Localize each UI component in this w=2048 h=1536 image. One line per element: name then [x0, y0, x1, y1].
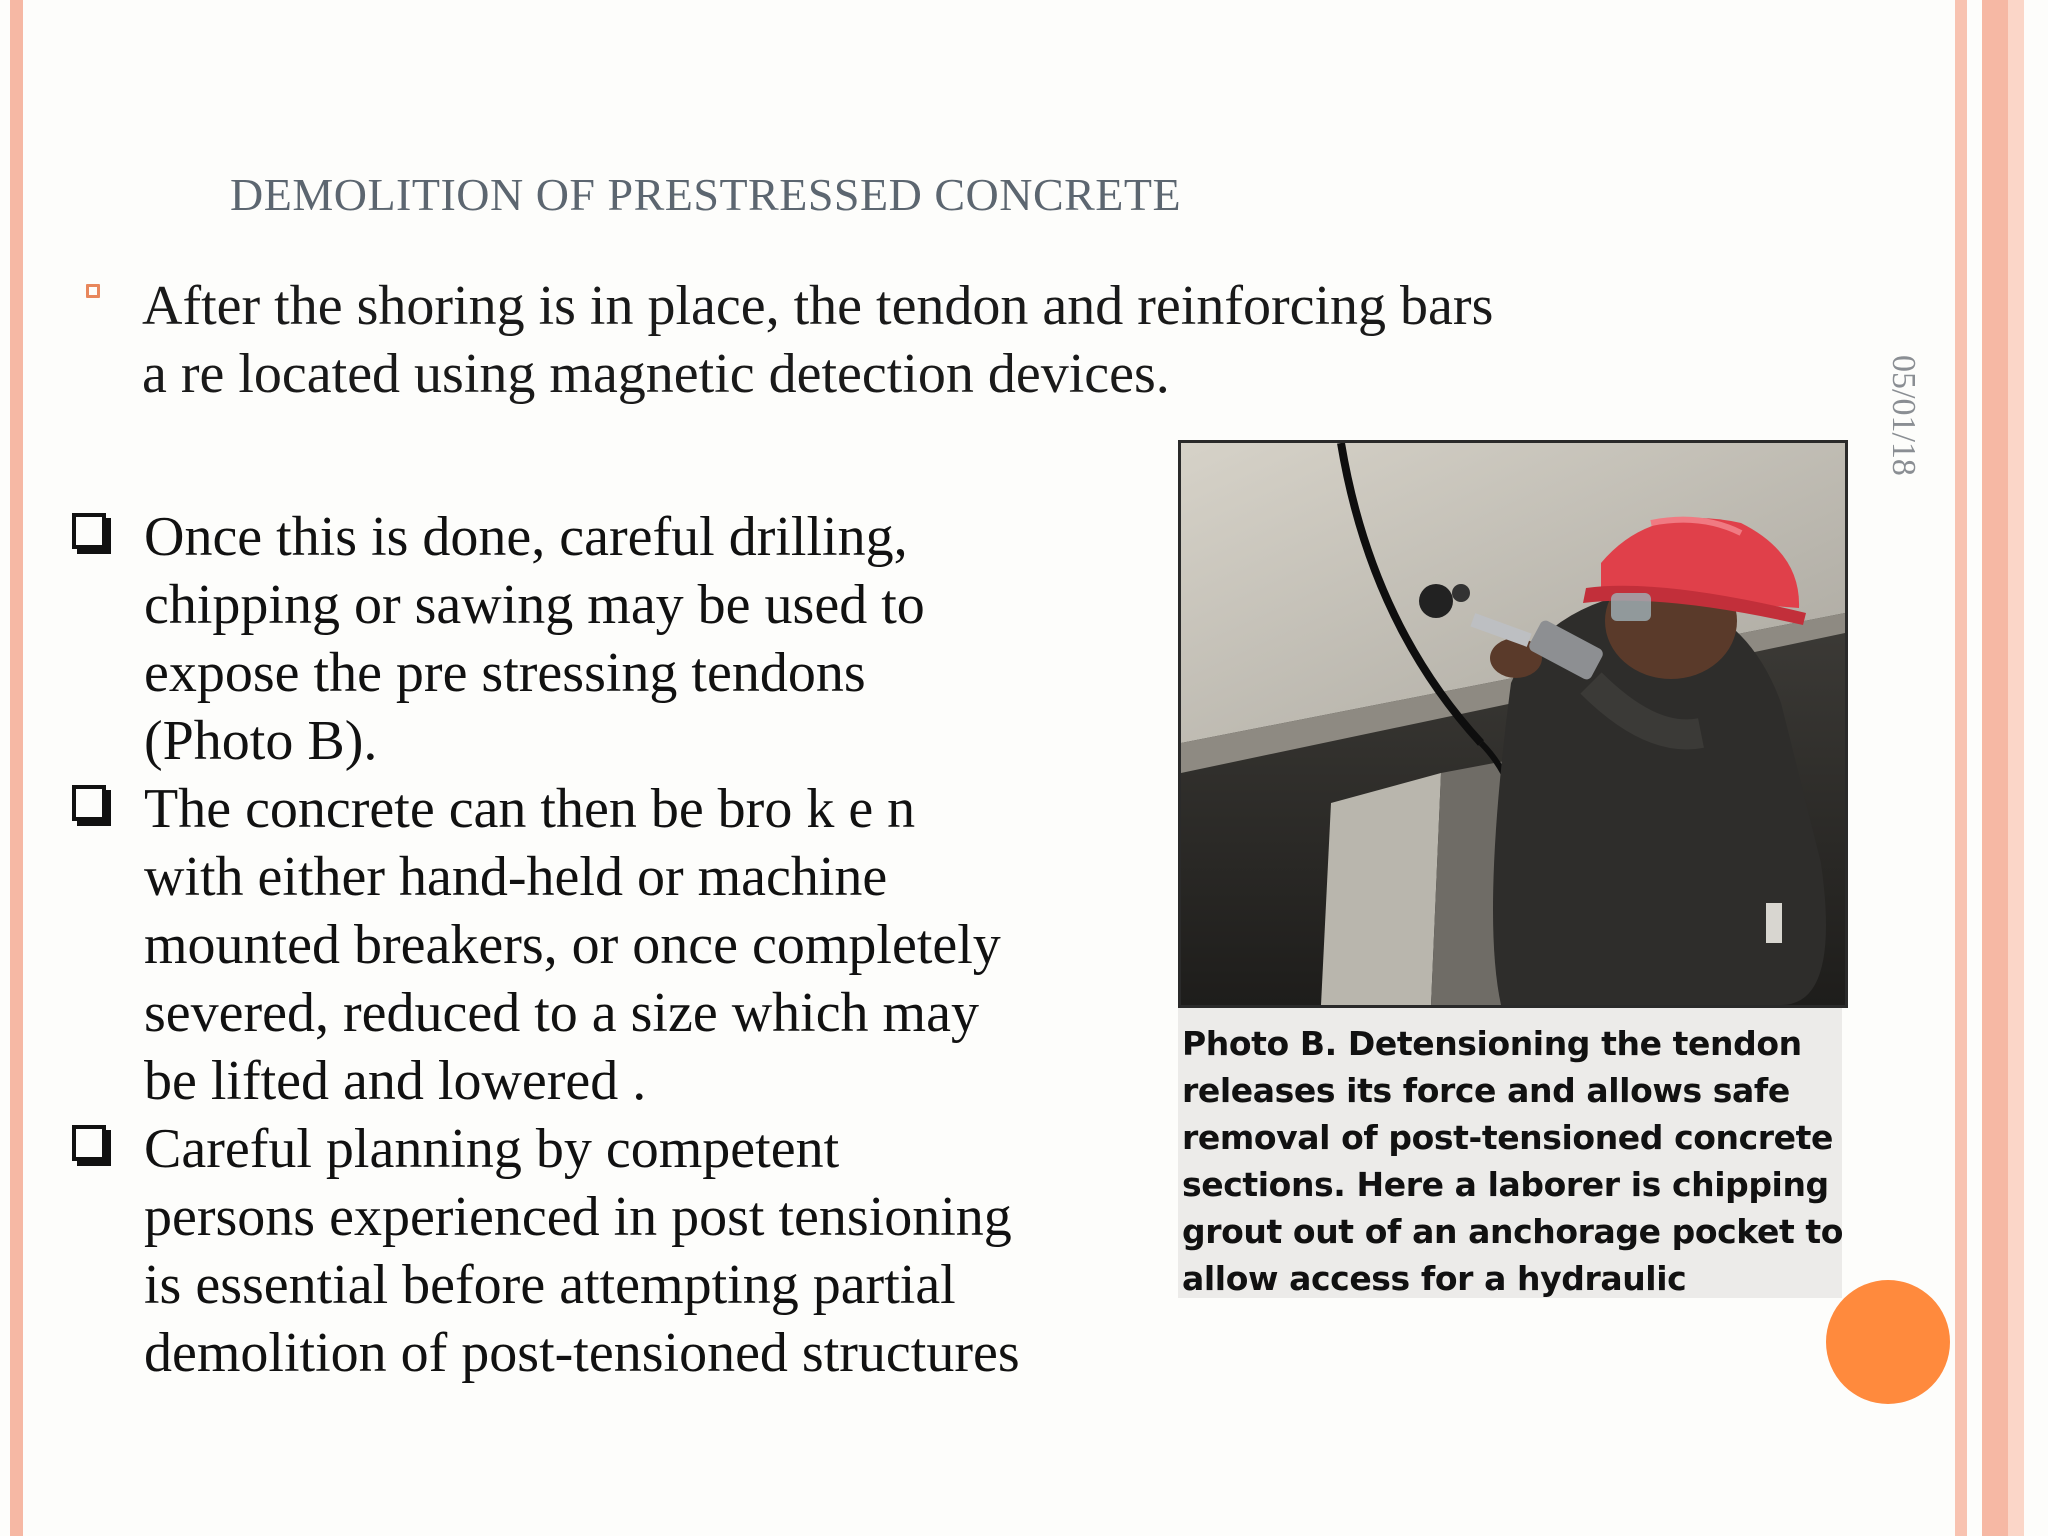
photo-caption: Photo B. Detensioning the tendon releases its force and allows safe removal of post-tensioned concrete sections. Here a laborer is chipping grout out of an anchorage pocket to allow access for a hydraulic: [1182, 1024, 1844, 1298]
list-item: [70, 1115, 1180, 1387]
square-bullet-icon: [72, 1125, 106, 1161]
right-border-stripe: [2008, 0, 2024, 1536]
right-border-stripe: [1982, 0, 2008, 1536]
square-bullet-icon: [72, 513, 106, 549]
decorative-circle: [1826, 1280, 1950, 1404]
left-border-stripe: [10, 0, 23, 1536]
bullet-list: [70, 503, 1180, 1387]
bullet-text: Careful planning by competent persons experienced in post tensioning is essential before attempting partial demolition of post-tensioned structures: [144, 1118, 1020, 1384]
square-bullet-icon: [72, 785, 106, 821]
slide-date: 05/01/18: [1885, 355, 1922, 476]
list-item: [70, 503, 1180, 775]
laborer-photo-illustration: [1181, 443, 1845, 1005]
slide-title: DEMOLITION OF PRESTRESSED CONCRETE: [230, 169, 1182, 220]
bullet-text: Once this is done, careful drilling, chipping or sawing may be used to expose the pre stressing tendons (Photo B).: [144, 506, 925, 772]
photo-laborer-chipping: [1178, 440, 1848, 1008]
right-border-stripe: [1955, 0, 1967, 1536]
intro-text: After the shoring is in place, the tendon and reinforcing bars a re located using magnetic detection devices.: [142, 275, 1494, 405]
hollow-square-bullet-icon: [86, 284, 100, 298]
intro-bullet: [78, 272, 1778, 408]
bullet-text: The concrete can then be bro k e n with either hand-held or machine mounted breakers, or once completely severed, reduced to a size which may be lifted and lowered .: [144, 778, 1001, 1112]
list-item: [70, 775, 1180, 1115]
